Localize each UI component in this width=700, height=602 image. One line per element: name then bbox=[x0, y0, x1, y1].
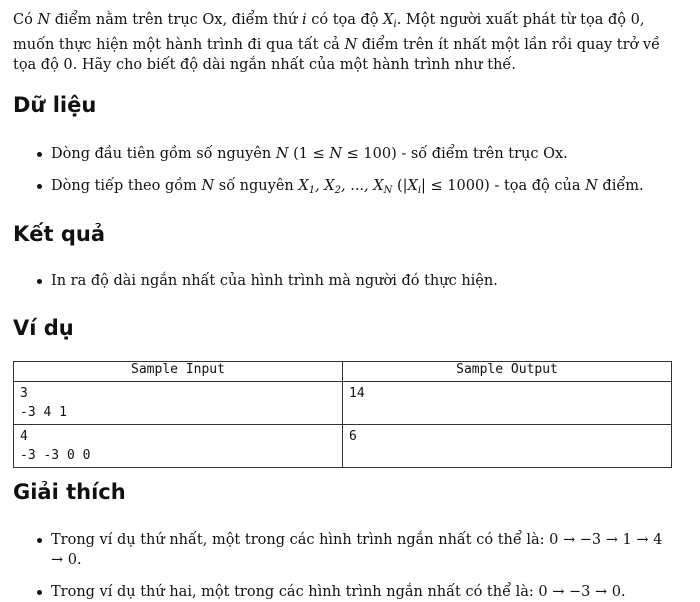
math-n: N bbox=[329, 146, 343, 162]
intro-text: Có bbox=[13, 12, 38, 28]
text: (| bbox=[392, 178, 408, 194]
section-title-explain: Giải thích bbox=[13, 480, 126, 504]
section-title-example: Ví dụ bbox=[13, 316, 74, 340]
bullet-icon bbox=[37, 538, 42, 543]
list-item bbox=[13, 530, 675, 570]
intro-text: điểm trên ít nhất một lần rồi quay trở về tọa độ 0. Hãy cho biết độ dài ngắn nhất của một hành trình như thế. bbox=[13, 37, 661, 73]
output-list bbox=[13, 271, 675, 291]
sample-output-cell: 6 bbox=[343, 425, 672, 468]
section-title-output: Kết quả bbox=[13, 222, 106, 246]
list-item bbox=[13, 582, 675, 602]
math-n: N bbox=[37, 12, 51, 28]
bullet-icon bbox=[37, 279, 42, 284]
bullet-icon bbox=[37, 184, 42, 189]
text: In ra độ dài ngắn nhất của hình trình mà người đó thực hiện. bbox=[51, 273, 498, 289]
math-x: X bbox=[383, 12, 394, 28]
section-title-input: Dữ liệu bbox=[13, 93, 97, 117]
text: Dòng tiếp theo gồm bbox=[51, 178, 202, 194]
header-sample-input: Sample Input bbox=[14, 362, 343, 382]
table-header-row bbox=[14, 362, 672, 382]
table-row bbox=[14, 425, 672, 468]
text: số nguyên bbox=[214, 178, 299, 194]
math-x-list: $X_1$, $X_2$, ..., $X_N$ bbox=[298, 178, 393, 196]
intro-text: điểm nằm trên trục Ox, điểm thứ bbox=[50, 12, 302, 28]
math-xi: $X_i$ bbox=[407, 178, 422, 196]
math-xi bbox=[383, 12, 397, 28]
intro-text: có tọa độ bbox=[306, 12, 384, 28]
text: Trong ví dụ thứ hai, một trong các hình trình ngắn nhất có thể là: 0 → −3 → 0. bbox=[51, 584, 626, 600]
intro-text: . Một người xuất phát từ tọa độ 0, muốn thực hiện một hành trình đi qua tất cả bbox=[13, 12, 645, 53]
header-sample-output: Sample Output bbox=[343, 362, 672, 382]
math-n: N bbox=[585, 178, 598, 194]
sample-input-cell: 4 -3 -3 0 0 bbox=[14, 425, 343, 468]
input-list bbox=[13, 144, 675, 201]
intro-paragraph bbox=[13, 10, 675, 75]
text: điểm. bbox=[597, 178, 644, 194]
text: Trong ví dụ thứ nhất, một trong các hình trình ngắn nhất có thể là: 0 → −3 → 1 → 4 → 0. bbox=[51, 532, 663, 568]
sample-input-cell: 3 -3 4 1 bbox=[14, 382, 343, 425]
list-item bbox=[13, 271, 675, 291]
math-i: i bbox=[302, 12, 307, 28]
math-n: N bbox=[201, 178, 215, 194]
problem-statement bbox=[13, 0, 675, 600]
math-n: N bbox=[344, 37, 358, 53]
math-subscript: i bbox=[393, 19, 397, 30]
list-item bbox=[13, 176, 675, 201]
explain-list bbox=[13, 530, 675, 602]
text: | ≤ 1000) - tọa độ của bbox=[421, 178, 586, 194]
list-item bbox=[13, 144, 675, 164]
samples-table bbox=[13, 361, 672, 468]
text: (1 ≤ bbox=[288, 146, 330, 162]
table-row bbox=[14, 382, 672, 425]
text: Dòng đầu tiên gồm số nguyên bbox=[51, 146, 276, 162]
sample-output-cell: 14 bbox=[343, 382, 672, 425]
bullet-icon bbox=[37, 152, 42, 157]
text: ≤ 100) - số điểm trên trục Ox. bbox=[342, 146, 568, 162]
math-n: N bbox=[275, 146, 289, 162]
